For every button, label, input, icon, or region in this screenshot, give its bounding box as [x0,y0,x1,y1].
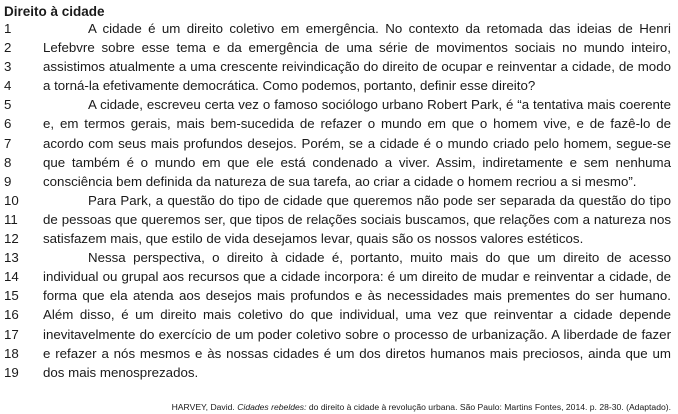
line-number: 1 [4,21,12,36]
text-line [0,305,678,324]
line-text: e, em termos gerais, mais bem-sucedida de refazer o mundo em que o homem vive, e de fazê-lo de [43,116,671,132]
line-text: acordo com seus mais profundos desejos. Porém, se a cidade é o mundo criado pelo homem, segue-se [43,135,671,151]
line-number: 5 [4,97,12,113]
line-text: de pessoas que queremos ser, que tipos de relações sociais buscamos, que relações com a natureza nos [43,211,671,227]
line-text: consciência bem definida da natureza de sua tarefa, ao criar a cidade o homem recriou a si mesmo”. [43,173,637,189]
document-title: Direito à cidade [4,4,105,19]
text-line [0,134,678,153]
line-text: individual ou grupal aos recursos que a cidade incorpora: é um direito de mudar e reinventar a cidade, de [43,269,671,285]
source-citation [172,402,671,413]
text-line [0,38,678,57]
text-line [0,363,678,382]
line-number: 14 [4,269,19,285]
line-number: 3 [4,59,12,75]
text-line [0,267,678,286]
text-line [0,325,678,344]
line-text: assistimos atualmente a uma crescente reivindicação do direito de ocupar e reinventar a cidade, de modo [43,59,671,75]
line-number: 7 [4,135,12,151]
line-number: 19 [4,364,19,380]
text-line [0,229,678,248]
text-line [0,191,678,210]
line-text: Nessa perspectiva, o direito à cidade é, portanto, muito mais do que um direito de acesso [88,250,671,266]
line-number: 13 [4,250,19,266]
line-number: 6 [4,116,12,132]
line-text: forma que ela atenda aos desejos mais profundos e às necessidades mais prementes do ser humano. [43,288,671,304]
line-text: e refazer a nós mesmos e às nossas cidades é um dos diretos humanos mais preciosos, ainda que um [43,345,671,361]
text-line [0,76,678,95]
line-text: Além disso, é um direito mais coletivo do que individual, uma vez que reinventar a cidade depende [43,307,671,323]
line-text: a torná-la efetivamente democrática. Como podemos, portanto, definir esse direito? [43,78,536,94]
text-line [0,248,678,267]
line-text: A cidade, escreveu certa vez o famoso sociólogo urbano Robert Park, é “a tentativa mais coerente [88,97,671,113]
line-number: 11 [4,211,18,227]
text-line [0,114,678,133]
line-text: inevitavelmente do exercício de um poder coletivo sobre o processo de urbanização. A liberdade de fazer [43,326,671,342]
line-text: que também é o mundo em que ele está condenado a viver. Assim, indiretamente e sem nenhuma [43,154,671,170]
citation-author: HARVEY, David. [171,402,235,412]
text-line [0,344,678,363]
line-number: 16 [4,307,19,323]
line-number: 8 [4,154,12,170]
line-text: satisfazem mais, que estilo de vida desejamos levar, quais são os nossos valores estéticos. [43,231,584,247]
text-line [0,172,678,191]
line-number: 12 [4,231,19,247]
line-number: 4 [4,78,12,94]
line-text: Lefebvre sobre esse tema e da emergência de uma série de movimentos sociais no mundo inteiro, [43,40,671,56]
text-line [0,57,678,76]
text-line [0,210,678,229]
text-line [0,95,678,114]
text-line [0,286,678,305]
citation-work-title: Cidades rebeldes: [237,402,307,412]
line-number: 18 [4,345,19,361]
line-number: 10 [4,192,19,208]
line-text: A cidade é um direito coletivo em emergência. No contexto da retomada das ideias de Henri [88,21,671,36]
line-text: dos mais menosprezados. [43,364,199,380]
numbered-text-body [0,19,678,382]
line-number: 2 [4,40,12,56]
text-line [0,153,678,172]
citation-details: do direito à cidade à revolução urbana. São Paulo: Martins Fontes, 2014. p. 28-30. (Adaptado). [308,402,671,412]
line-number: 17 [4,326,19,342]
line-text: Para Park, a questão do tipo de cidade que queremos não pode ser separada da questão do tipo [88,192,671,208]
line-number: 9 [4,173,12,189]
text-line [0,19,678,38]
line-number: 15 [4,288,19,304]
